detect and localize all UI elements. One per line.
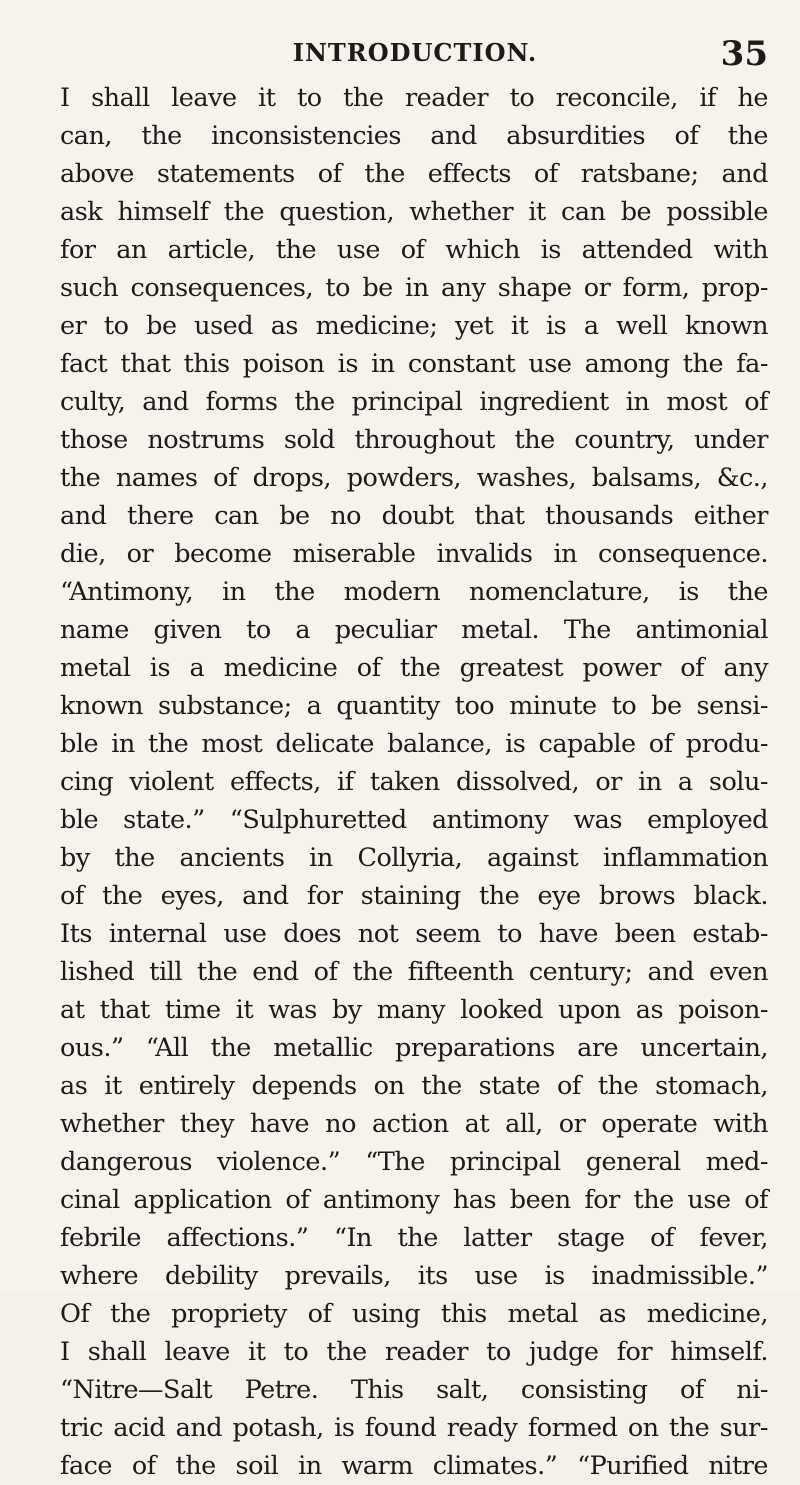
text-line: above statements of the effects of ratsbane; and [60, 159, 768, 189]
text-line: as it entirely depends on the state of the stomach, [60, 1071, 768, 1101]
text-line: ble in the most delicate balance, is capable of produ- [60, 729, 768, 759]
text-line: ble state.” “Sulphuretted antimony was employed [60, 805, 768, 835]
text-line: I shall leave it to the reader to reconcile, if he [60, 83, 768, 113]
text-line: cing violent effects, if taken dissolved, or in a solu- [60, 767, 768, 797]
running-head-title: INTRODUCTION. [292, 38, 538, 67]
text-line: I shall leave it to the reader to judge for himself. [60, 1337, 768, 1367]
text-line: Its internal use does not seem to have been estab- [60, 919, 768, 949]
text-line: lished till the end of the fifteenth century; and even [60, 957, 768, 987]
text-line: “Antimony, in the modern nomenclature, is the [60, 577, 768, 607]
text-line: known substance; a quantity too minute to be sensi- [60, 691, 768, 721]
text-line: die, or become miserable invalids in consequence. [60, 539, 768, 569]
text-line: tric acid and potash, is found ready formed on the sur- [60, 1413, 768, 1443]
text-line: face of the soil in warm climates.” “Purified nitre [60, 1451, 768, 1481]
text-line: of the eyes, and for staining the eye brows black. [60, 881, 768, 911]
text-line: name given to a peculiar metal. The antimonial [60, 615, 768, 645]
text-line: can, the inconsistencies and absurdities of the [60, 121, 768, 151]
text-line: by the ancients in Collyria, against inflammation [60, 843, 768, 873]
text-line: ous.” “All the metallic preparations are uncertain, [60, 1033, 768, 1063]
text-line: culty, and forms the principal ingredient in most of [60, 387, 768, 417]
text-line: dangerous violence.” “The principal general med- [60, 1147, 768, 1177]
text-line: metal is a medicine of the greatest power of any [60, 653, 768, 683]
text-line: febrile affections.” “In the latter stage of fever, [60, 1223, 768, 1253]
text-line: such consequences, to be in any shape or form, prop- [60, 273, 768, 303]
text-line: and there can be no doubt that thousands either [60, 501, 768, 531]
text-line: whether they have no action at all, or operate with [60, 1109, 768, 1139]
text-line: Of the propriety of using this metal as medicine, [60, 1299, 768, 1329]
body-text [60, 79, 768, 1485]
text-line: for an article, the use of which is attended with [60, 235, 768, 265]
text-line: ask himself the question, whether it can be possible [60, 197, 768, 227]
running-head [0, 34, 800, 84]
text-line: at that time it was by many looked upon as poison- [60, 995, 768, 1025]
page-number: 35 [720, 34, 768, 74]
text-line: “Nitre—Salt Petre. This salt, consisting of ni- [60, 1375, 768, 1405]
text-line: cinal application of antimony has been for the use of [60, 1185, 768, 1215]
text-line: the names of drops, powders, washes, balsams, &c., [60, 463, 768, 493]
text-line: where debility prevails, its use is inadmissible.” [60, 1261, 768, 1291]
text-line: those nostrums sold throughout the country, under [60, 425, 768, 455]
text-line: er to be used as medicine; yet it is a well known [60, 311, 768, 341]
text-line: fact that this poison is in constant use among the fa- [60, 349, 768, 379]
